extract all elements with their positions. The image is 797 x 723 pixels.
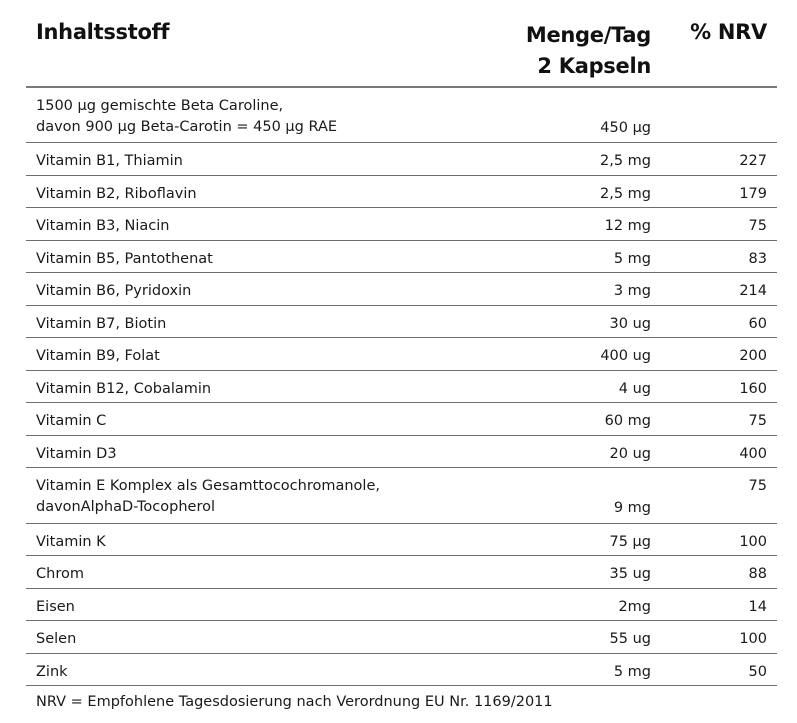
row-nrv: 400: [739, 446, 767, 462]
row-amount: 400 ug: [600, 348, 651, 364]
row-nrv: 14: [748, 599, 767, 615]
row-name: Eisen: [36, 599, 75, 615]
row-nrv: 88: [748, 566, 767, 582]
row-name: Vitamin B3, Niacin: [36, 218, 170, 234]
row-amount: 60 mg: [604, 413, 651, 429]
row-name: [36, 476, 380, 518]
row-nrv: 75: [748, 478, 767, 494]
header-nrv: % NRV: [690, 20, 767, 44]
row-name-line2: davon 900 µg Beta-Carotin = 450 µg RAE: [36, 119, 338, 135]
row-name: Chrom: [36, 566, 84, 582]
row-amount: 2,5 mg: [600, 186, 651, 202]
row-name-line1: 1500 µg gemischte Beta Caroline,: [36, 98, 284, 114]
row-amount: 75 µg: [609, 534, 651, 550]
row-nrv: 160: [739, 381, 767, 397]
row-name: Vitamin K: [36, 534, 106, 550]
table-row: [26, 654, 777, 686]
table-row: [26, 273, 777, 306]
row-name-line1: Vitamin E Komplex als Gesamttocochromanole,: [36, 478, 380, 494]
header-amount-line1: Menge/Tag: [525, 23, 651, 47]
row-name: Vitamin D3: [36, 446, 117, 462]
row-name: Vitamin B12, Cobalamin: [36, 381, 212, 397]
row-nrv: 100: [739, 631, 767, 647]
table-row: [26, 338, 777, 371]
header-amount-line2: 2 Kapseln: [537, 54, 651, 78]
row-nrv: 83: [748, 251, 767, 267]
row-nrv: 75: [748, 413, 767, 429]
row-nrv: 50: [748, 664, 767, 680]
row-name: Vitamin B7, Biotin: [36, 316, 167, 332]
row-nrv: 60: [748, 316, 767, 332]
row-name: Vitamin B6, Pyridoxin: [36, 283, 192, 299]
row-name: Zink: [36, 664, 68, 680]
row-amount: 3 mg: [613, 283, 651, 299]
table-row: [26, 241, 777, 273]
row-nrv: 227: [739, 153, 767, 169]
row-name: Vitamin B2, Riboflavin: [36, 186, 197, 202]
row-nrv: 214: [739, 283, 767, 299]
table-row: [26, 306, 777, 338]
table-row: [26, 88, 777, 143]
row-amount: 55 ug: [609, 631, 651, 647]
row-name-line2: davonAlphaD-Tocopherol: [36, 499, 215, 515]
row-amount: 450 µg: [600, 120, 651, 136]
row-amount: 35 ug: [609, 566, 651, 582]
row-amount: 20 ug: [609, 446, 651, 462]
header-amount: [526, 20, 651, 82]
table-header: [26, 0, 777, 88]
table-row: [26, 468, 777, 524]
table-row: [26, 371, 777, 403]
row-amount: 2,5 mg: [600, 153, 651, 169]
row-name: [36, 96, 337, 138]
table-row: [26, 436, 777, 468]
table-row: [26, 403, 777, 436]
row-nrv: 75: [748, 218, 767, 234]
row-name: Vitamin C: [36, 413, 107, 429]
row-amount: 4 ug: [618, 381, 651, 397]
table-row: [26, 143, 777, 176]
table-row: [26, 208, 777, 241]
table-row: [26, 589, 777, 621]
row-amount: 9 mg: [613, 500, 651, 516]
row-amount: 30 ug: [609, 316, 651, 332]
table-row: [26, 556, 777, 589]
header-ingredient: Inhaltsstoff: [36, 20, 170, 44]
row-amount: 12 mg: [604, 218, 651, 234]
row-nrv: 100: [739, 534, 767, 550]
nutrient-table: [26, 0, 777, 686]
table-row: [26, 621, 777, 654]
row-nrv: 179: [739, 186, 767, 202]
footnote: NRV = Empfohlene Tagesdosierung nach Verordnung EU Nr. 1169/2011: [36, 694, 553, 710]
table-row: [26, 524, 777, 556]
row-name: Selen: [36, 631, 77, 647]
row-name: Vitamin B5, Pantothenat: [36, 251, 213, 267]
row-name: Vitamin B9, Folat: [36, 348, 160, 364]
row-nrv: 200: [739, 348, 767, 364]
row-amount: 5 mg: [613, 251, 651, 267]
table-row: [26, 176, 777, 208]
row-name: Vitamin B1, Thiamin: [36, 153, 183, 169]
row-amount: 2mg: [618, 599, 651, 615]
row-amount: 5 mg: [613, 664, 651, 680]
